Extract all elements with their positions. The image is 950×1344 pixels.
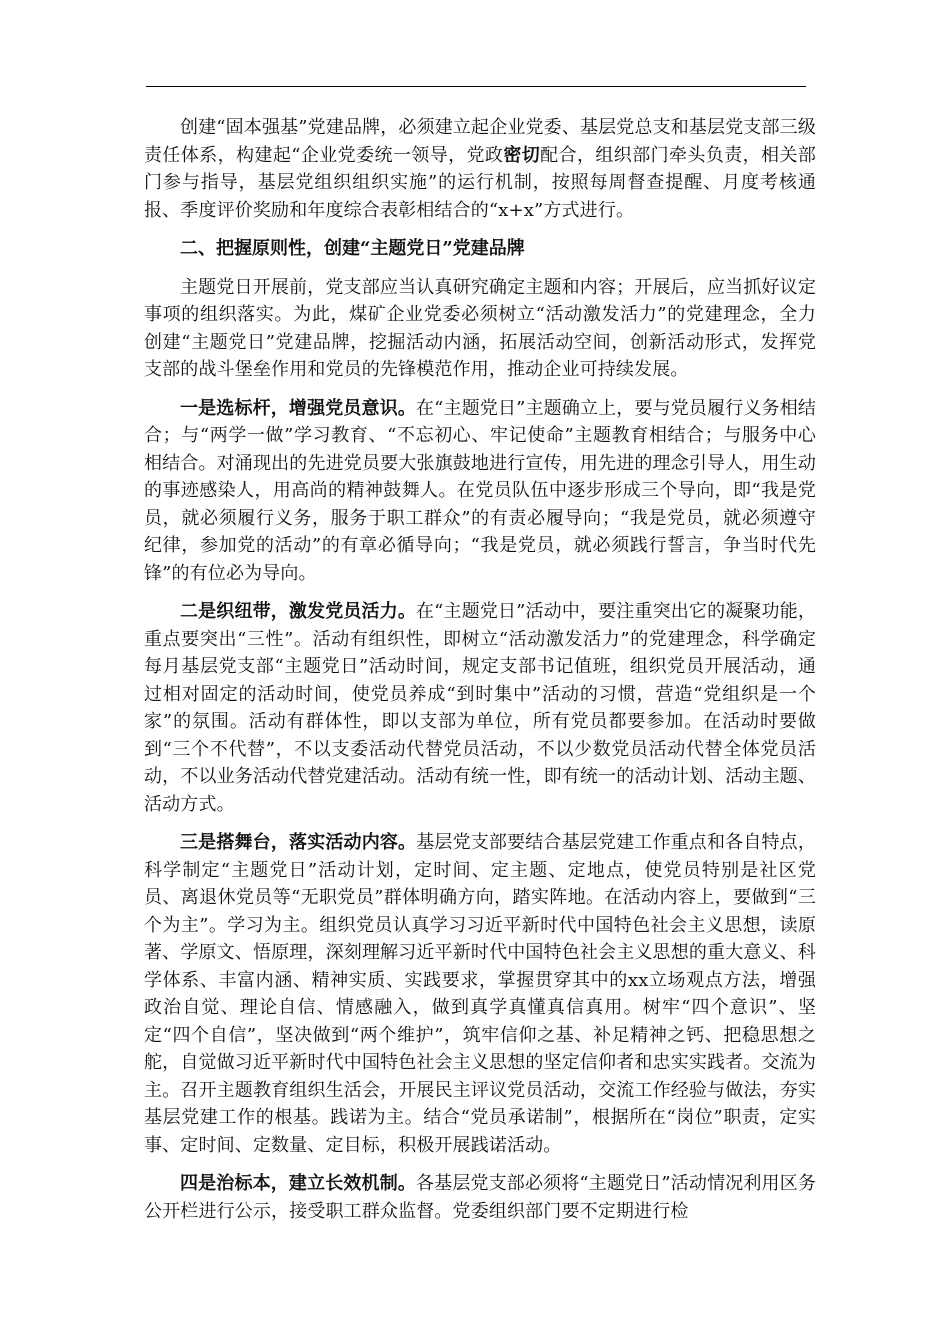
header-rule (146, 86, 806, 87)
paragraph-5 (144, 829, 816, 1159)
paragraph-3-text: 在“主题党日”主题确立上，要与党员履行义务相结合；与“两学一做”学习教育、“不忘初心、牢记使命”主题教育相结合；与服务中心相结合。对涌现出的先进党员要大张旗鼓地进行宣传，用先进的理念引导人，用生动的事迹感染人，用高尚的精神鼓舞人。在党员队伍中逐步形成三个导向，即“我是党员，就必须履行义务，服务于职工群众”的有责必履导向；“我是党员，就必须遵守纪律，参加党的活动”的有章必循导向；“我是党员，就必须践行誓言，争当时代先锋”的有位必为导向。 (144, 397, 817, 584)
paragraph-5-lead: 三是搭舞台，落实活动内容。 (180, 832, 417, 853)
paragraph-3-lead: 一是选标杆，增强党员意识。 (180, 397, 417, 419)
paragraph-4-text: 在“主题党日”活动中，要注重突出它的凝聚功能，重点要突出“三性”。活动有组织性，即树立“活动激发活力”的党建理念，科学确定每月基层党支部“主题党日”活动时间，规定支部书记值班，组织党员开展活动，通过相对固定的活动时间，使党员养成“到时集中”活动的习惯，营造“党组织是一个家”的氛围。活动有群体性，即以支部为单位，所有党员都要参加。在活动时要做到“三个不代替”，不以支委活动代替党员活动，不以少数党员活动代替全体党员活动，不以业务活动代替党建活动。活动有统一性，即有统一的活动计划、活动主题、活动方式。 (144, 601, 817, 815)
paragraph-1-emphasis: 密切 (503, 144, 541, 166)
section-heading-2: 二、把握原则性，创建“主题党日”党建品牌 (180, 238, 525, 259)
paragraph-6-lead: 四是治标本，建立长效机制。 (180, 1173, 417, 1194)
paragraph-2: 主题党日开展前，党支部应当认真研究确定主题和内容；开展后，应当抓好议定事项的组织落实。为此，煤矿企业党委必须树立“活动激发活力”的党建理念，全力创建“主题党日”党建品牌，挖掘活动内涵，拓展活动空间，创新活动形式，发挥党支部的战斗堡垒作用和党员的先锋模范作用，推动企业可持续发展。 (144, 276, 816, 380)
document-body (144, 114, 816, 1236)
paragraph-6-text: 各基层党支部必须将“主题党日”活动情况利用区务公开栏进行公示，接受职工群众监督。党委组织部门要不定期进行检 (144, 1173, 817, 1222)
paragraph-6 (144, 1170, 816, 1225)
paragraph-1 (144, 114, 816, 224)
paragraph-1-text-after: 配合，组织部门牵头负责，相关部门参与指导，基层党组织组织实施”的运行机制，按照每周督查提醒、月度考核通报、季度评价奖励和年度综合表彰相结合的“x+x”方式进行。 (144, 144, 817, 221)
paragraph-4-lead: 二是织纽带，激发党员活力。 (180, 601, 417, 622)
paragraph-4 (144, 598, 816, 818)
paragraph-5-text: 基层党支部要结合基层党建工作重点和各自特点，科学制定“主题党日”活动计划，定时间、定主题、定地点，使党员特别是社区党员、离退休党员等“无职党员”群体明确方向，踏实阵地。在活动内容上，要做到“三个为主”。学习为主。组织党员认真学习习近平新时代中国特色社会主义思想，读原著、学原文、悟原理，深刻理解习近平新时代中国特色社会主义思想的重大意义、科学体系、丰富内涵、精神实质、实践要求，掌握贯穿其中的xx立场观点方法，增强政治自觉、理论自信、情感融入，做到真学真懂真信真用。树牢“四个意识”、坚定“四个自信”，坚决做到“两个维护”，筑牢信仰之基、补足精神之钙、把稳思想之舵，自觉做习近平新时代中国特色社会主义思想的坚定信仰者和忠实实践者。交流为主。召开主题教育组织生活会，开展民主评议党员活动，交流工作经验与做法，夯实基层党建工作的根基。践诺为主。结合“党员承诺制”，根据所在“岗位”职责，定实事、定时间、定数量、定目标，积极开展践诺活动。 (144, 832, 816, 1156)
paragraph-3 (144, 395, 816, 588)
paragraph-1-text-before: 创建“固本强基”党建品牌，必须建立起企业党委、基层党总支和基层党支部三级责任体系，构建起“企业党委统一领导，党政 (144, 117, 816, 166)
